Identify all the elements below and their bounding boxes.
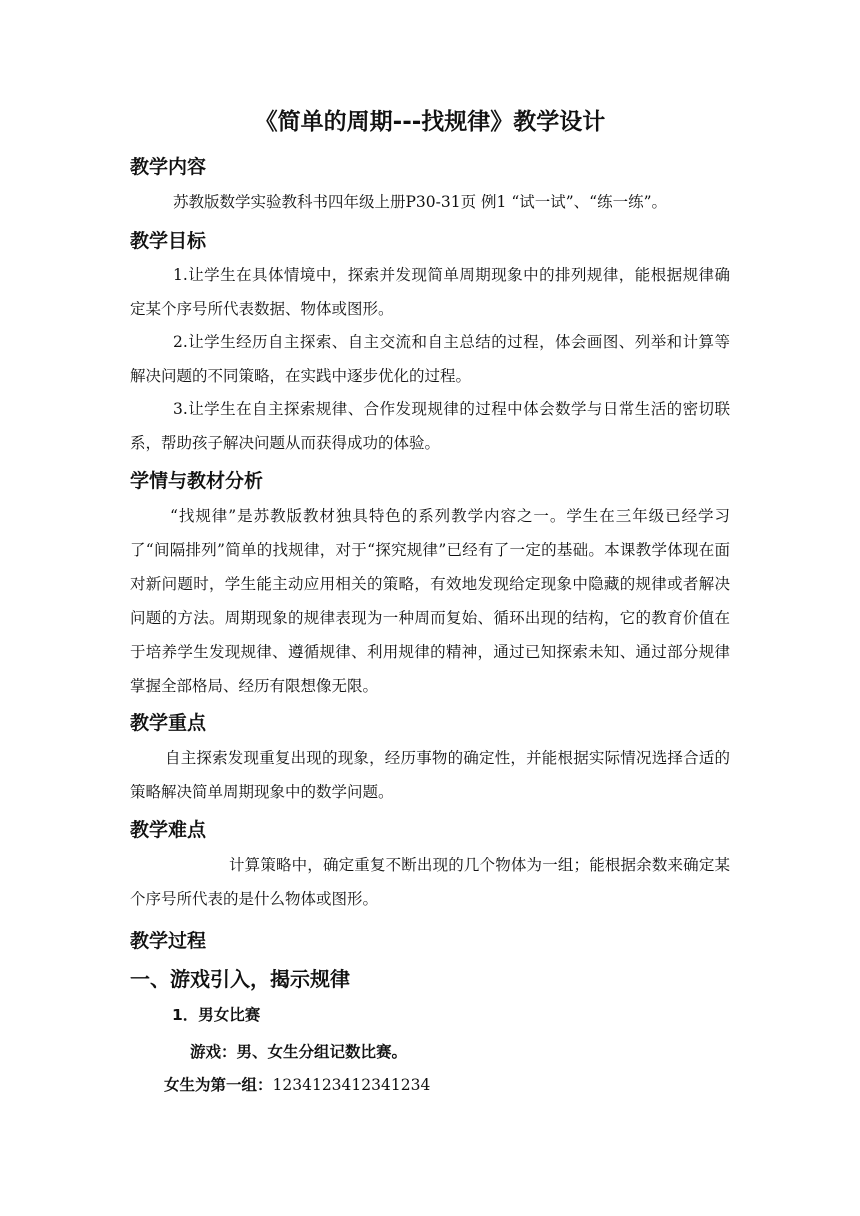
goal-item-1: 1.让学生在具体情境中，探索并发现简单周期现象中的排列规律，能根据规律确定某个序号所代表数据、物体或图形。 (130, 266, 730, 318)
difficulty-text: 计算策略中，确定重复不断出现的几个物体为一组；能根据余数来确定某个序号所代表的是什么物体或图形。 (130, 856, 730, 908)
process-item-1: 1．男女比赛 (172, 1006, 261, 1024)
heading-keypoint: 教学重点 (130, 712, 207, 734)
heading-content: 教学内容 (130, 156, 207, 178)
document-title: 《简单的周期---找规律》教学设计 (254, 109, 606, 135)
heading-goals: 教学目标 (130, 230, 207, 252)
girls-group-label: 女生为第一组： (164, 1076, 273, 1094)
girls-group-line (164, 1073, 430, 1095)
content-text: 苏教版数学实验教科书四年级上册P30-31页 例1 “试一试”、“练一练”。 (173, 193, 668, 211)
analysis-text: “找规律”是苏教版教材独具特色的系列教学内容之一。学生在三年级已经学习了“间隔排列”简单的找规律，对于“探究规律”已经有了一定的基础。本课教学体现在面对新问题时，学生能主动应用相关的策略，有效地发现给定现象中隐藏的规律或者解决问题的方法。周期现象的规律表现为一种周而复始、循环出现的结构，它的教育价值在于培养学生发现规律、遵循规律、利用规律的精神，通过已知探索未知、通过部分规律掌握全部格局、经历有限想像无限。 (130, 507, 730, 695)
heading-process: 教学过程 (130, 930, 207, 952)
heading-analysis: 学情与教材分析 (130, 470, 264, 492)
goal-item-2: 2.让学生经历自主探索、自主交流和自主总结的过程，体会画图、列举和计算等解决问题的不同策略，在实践中逐步优化的过程。 (130, 333, 730, 385)
process-part-1: 一、游戏引入，揭示规律 (130, 967, 350, 991)
girls-group-value: 1234123412341234 (272, 1076, 431, 1094)
heading-difficulty: 教学难点 (130, 819, 207, 841)
game-text: 游戏：男、女生分组记数比赛。 (190, 1043, 408, 1061)
goal-item-3: 3.让学生在自主探索规律、合作发现规律的过程中体会数学与日常生活的密切联系，帮助孩子解决问题从而获得成功的体验。 (130, 400, 730, 452)
keypoint-text: 自主探索发现重复出现的现象，经历事物的确定性，并能根据实际情况选择合适的策略解决简单周期现象中的数学问题。 (130, 749, 730, 801)
